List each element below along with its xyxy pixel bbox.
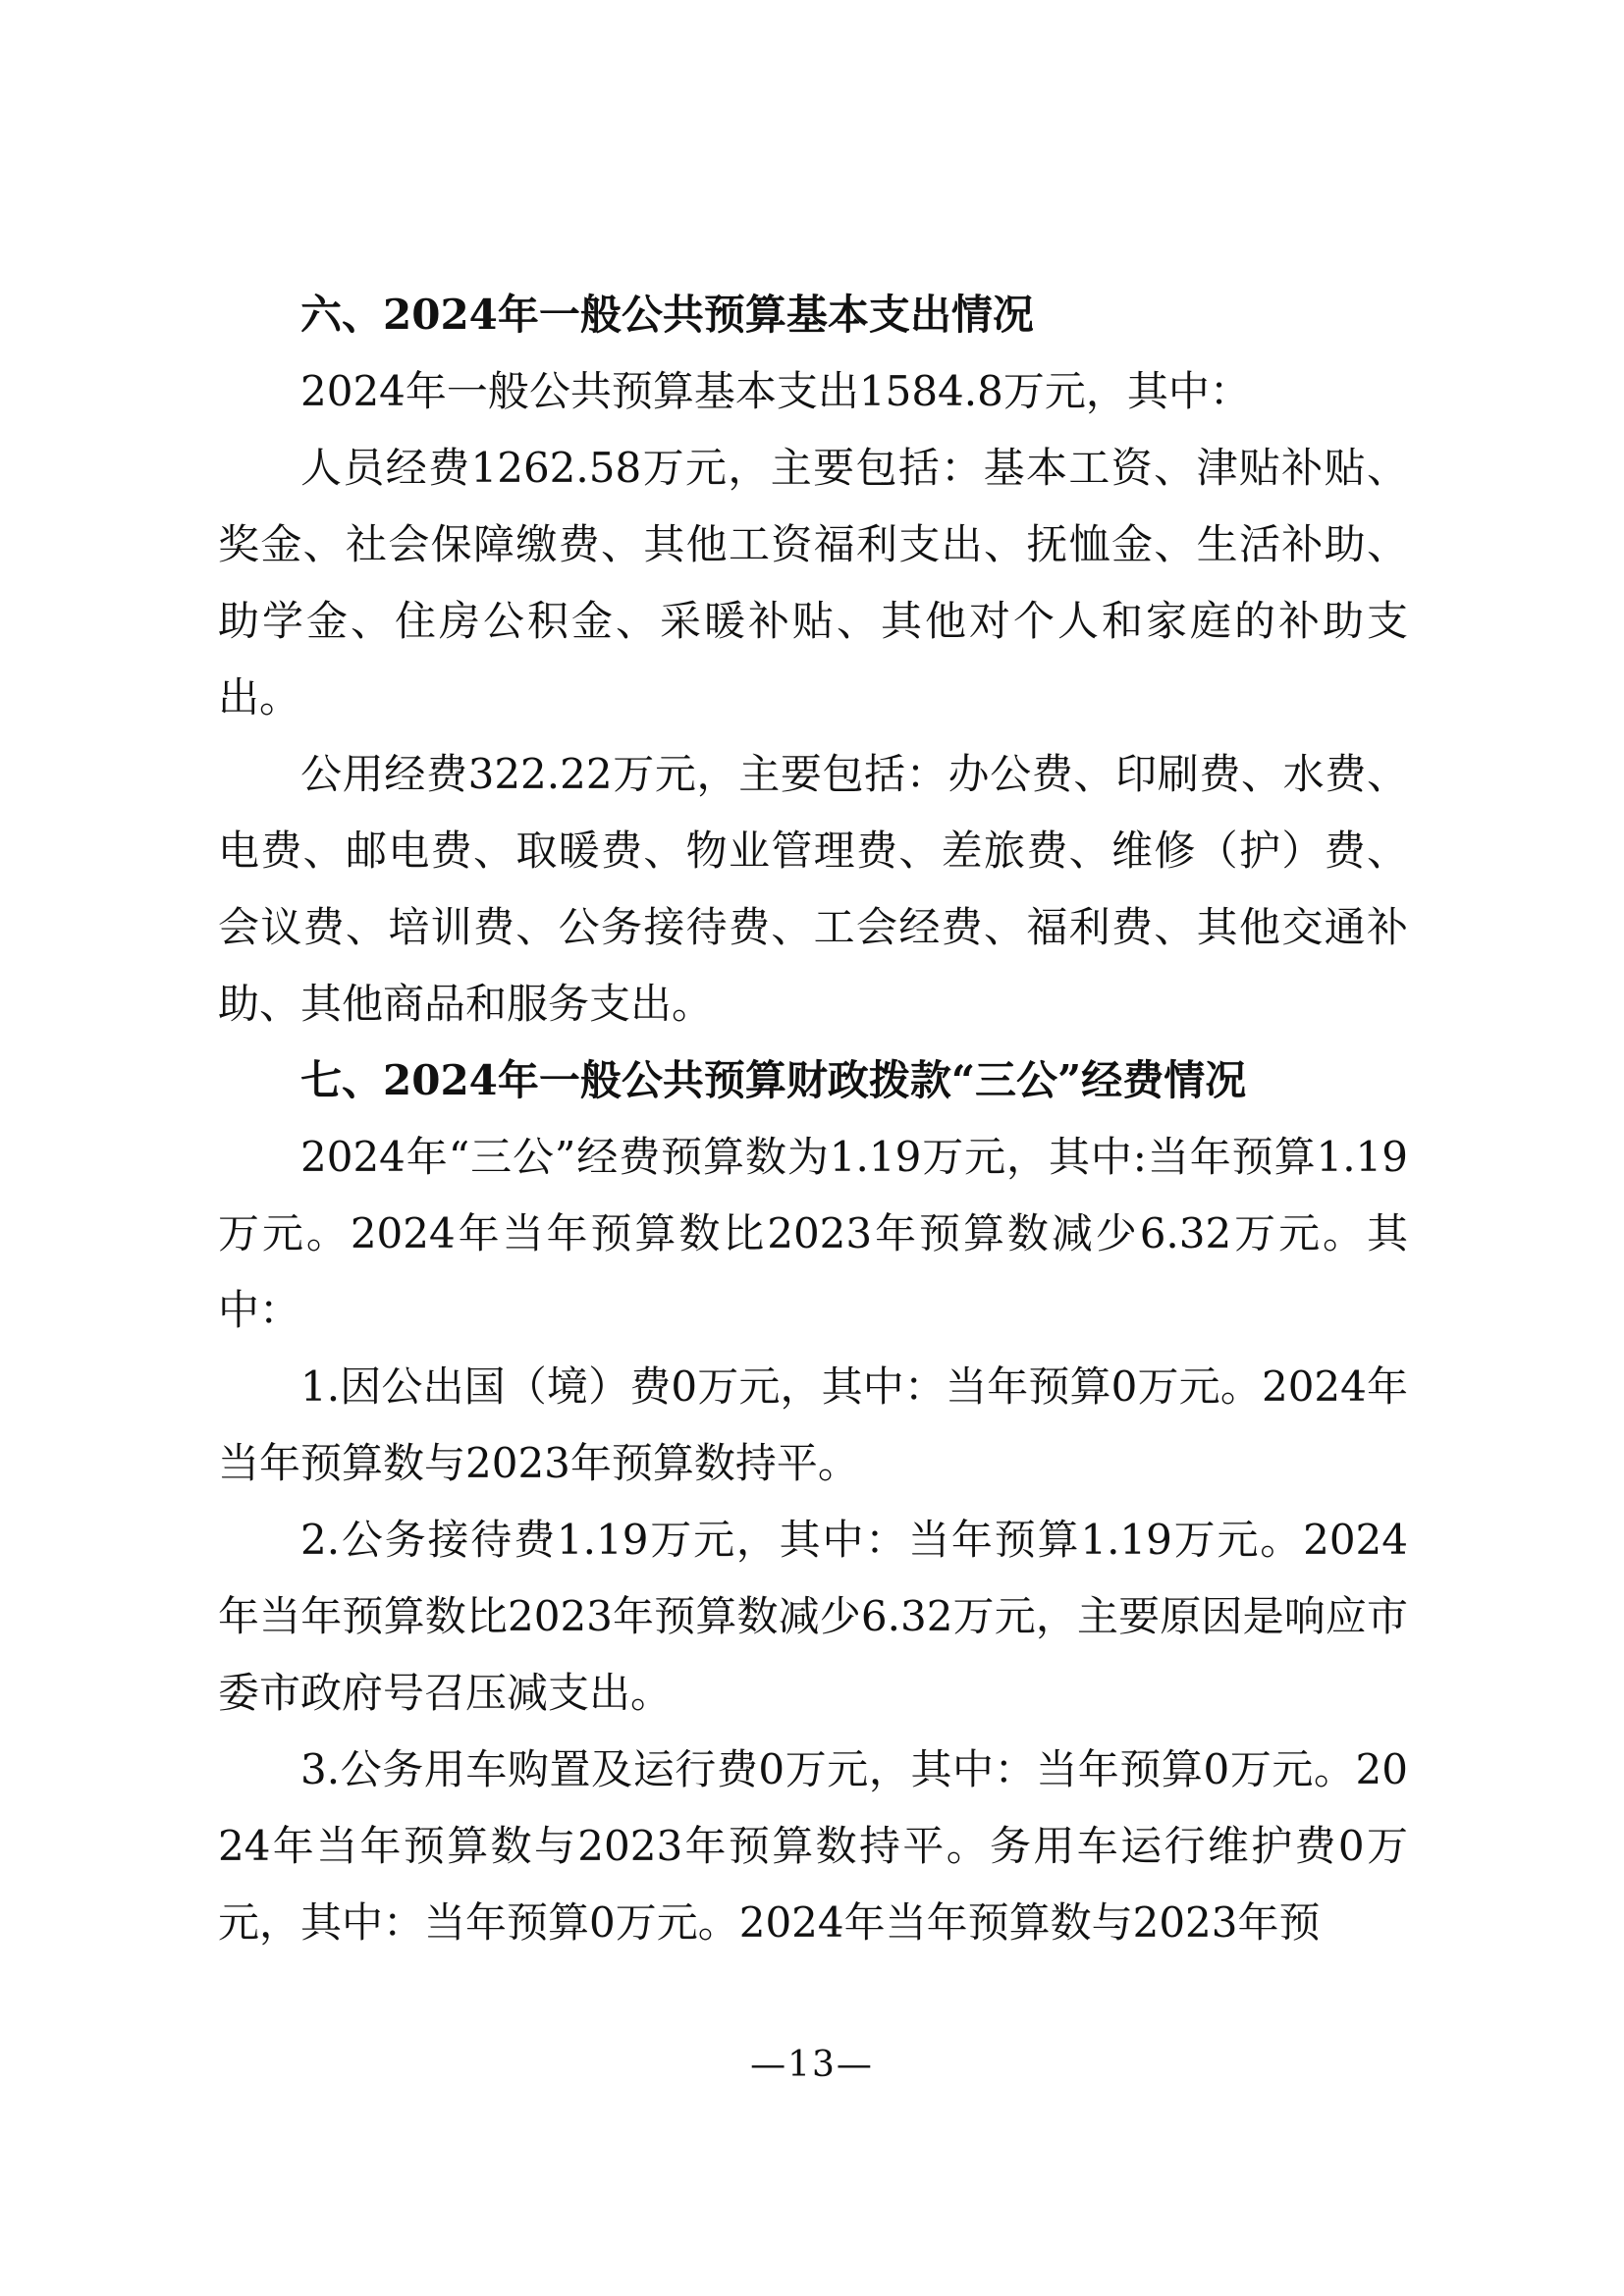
section-7-paragraph-reception: 2.公务接待费1.19万元，其中：当年预算1.19万元。2024年当年预算数比2023年预算数减少6.32万元，主要原因是响应市委市政府号召压减支出。: [218, 1516, 1408, 1717]
section-6-paragraph-1: 2024年一般公共预算基本支出1584.8万元，其中：: [300, 367, 1251, 415]
section-6-heading: 六、2024年一般公共预算基本支出情况: [300, 291, 1034, 339]
document-body: [218, 277, 1408, 1961]
section-6-paragraph-public: 公用经费322.22万元，主要包括：办公费、印刷费、水费、电费、邮电费、取暖费、物业管理费、差旅费、维修（护）费、会议费、培训费、公务接待费、工会经费、福利费、其他交通补助、其他商品和服务支出。: [218, 750, 1408, 1028]
section-7-heading: 七、2024年一般公共预算财政拨款“三公”经费情况: [300, 1056, 1247, 1104]
section-7-paragraph-vehicles: 3.公务用车购置及运行费0万元，其中：当年预算0万元。2024年当年预算数与2023年预算数持平。务用车运行维护费0万元，其中：当年预算0万元。2024年当年预算数与2023年预: [218, 1745, 1408, 1947]
section-7-paragraph-overseas: 1.因公出国（境）费0万元，其中：当年预算0万元。2024年当年预算数与2023年预算数持平。: [218, 1362, 1408, 1487]
page-number: —13—: [750, 2045, 874, 2085]
section-6-paragraph-personnel: 人员经费1262.58万元，主要包括：基本工资、津贴补贴、奖金、社会保障缴费、其他工资福利支出、抚恤金、生活补助、助学金、住房公积金、采暖补贴、其他对个人和家庭的补助支出。: [218, 444, 1408, 721]
section-7-paragraph-summary: 2024年“三公”经费预算数为1.19万元，其中:当年预算1.19万元。2024年当年预算数比2023年预算数减少6.32万元。其中：: [218, 1133, 1408, 1334]
